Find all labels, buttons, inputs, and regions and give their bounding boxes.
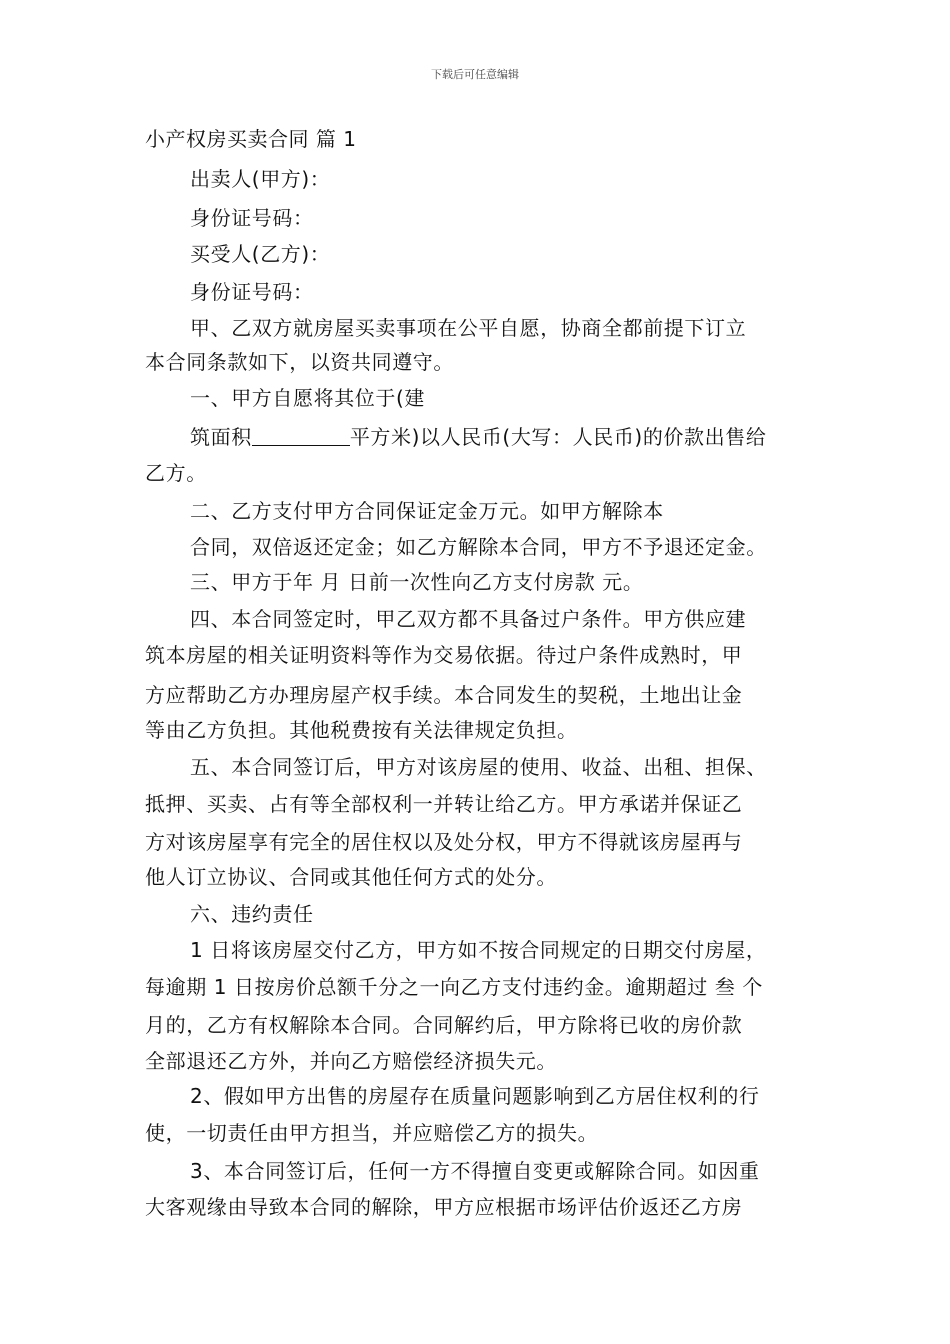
paragraph-line: 抵押、买卖、占有等全部权利一并转让给乙方。甲方承诺并保证乙 <box>145 792 743 816</box>
seller-label: 出卖人(甲方)： <box>190 167 331 191</box>
clause-2-line: 二、乙方支付甲方合同保证定金万元。如甲方解除本 <box>190 499 664 523</box>
area-label: 筑面积 <box>190 425 252 449</box>
buyer-id-label: 身份证号码： <box>190 280 314 304</box>
clause-1-line <box>190 421 766 450</box>
seller-id-label: 身份证号码： <box>190 206 314 230</box>
paragraph-line: 筑本房屋的相关证明资料等作为交易依据。待过户条件成熟时，甲 <box>145 643 743 667</box>
paragraph-line: 乙方。 <box>145 461 207 485</box>
clause-6-line: 1 日将该房屋交付乙方，甲方如不按合同规定的日期交付房屋， <box>190 938 767 962</box>
clause-1-line: 一、甲方自愿将其位于(建 <box>190 386 426 410</box>
area-blank <box>252 427 350 446</box>
clause-6-3-line: 3、本合同签订后，任何一方不得擅自变更或解除合同。如因重 <box>190 1159 760 1183</box>
clause-6-2-line: 2、假如甲方出售的房屋存在质量问题影响到乙方居住权利的行 <box>190 1084 760 1108</box>
paragraph-line: 本合同条款如下，以资共同遵守。 <box>145 350 454 374</box>
paragraph-line: 全部退还乙方外，并向乙方赔偿经济损失元。 <box>145 1049 557 1073</box>
paragraph-line: 每逾期 1 日按房价总额千分之一向乙方支付违约金。逾期超过 叁 个 <box>145 975 763 999</box>
clause-2-line: 合同，双倍返还定金；如乙方解除本合同，甲方不予退还定金。 <box>190 535 767 559</box>
document-title: 小产权房买卖合同 篇 1 <box>145 127 357 151</box>
clause-5-line: 五、本合同签订后，甲方对该房屋的使用、收益、出租、担保、 <box>190 755 767 779</box>
clause-4-line: 四、本合同签定时，甲乙双方都不具备过户条件。甲方供应建 <box>190 607 747 631</box>
clause-3-line: 三、甲方于年 月 日前一次性向乙方支付房款 元。 <box>190 570 644 594</box>
paragraph-line: 月的，乙方有权解除本合同。合同解约后，甲方除将已收的房价款 <box>145 1013 743 1037</box>
paragraph-line: 方对该房屋享有完全的居住权以及处分权，甲方不得就该房屋再与 <box>145 830 743 854</box>
paragraph-line: 等由乙方负担。其他税费按有关法律规定负担。 <box>145 718 578 742</box>
paragraph-line: 方应帮助乙方办理房屋产权手续。本合同发生的契税，土地出让金 <box>145 683 743 707</box>
paragraph-line: 他人订立协议、合同或其他任何方式的处分。 <box>145 865 557 889</box>
section-heading: 六、违约责任 <box>190 902 314 926</box>
buyer-label: 买受人(乙方)： <box>190 242 331 266</box>
paragraph-line: 大客观缘由导致本合同的解除，甲方应根据市场评估价返还乙方房 <box>145 1195 743 1219</box>
page-header: 下载后可任意编辑 <box>431 68 519 81</box>
paragraph-line: 甲、乙双方就房屋买卖事项在公平自愿，协商全都前提下订立 <box>190 316 747 340</box>
price-text: 平方米)以人民币(大写：人民币)的价款出售给 <box>349 425 767 449</box>
paragraph-line: 使，一切责任由甲方担当，并应赔偿乙方的损失。 <box>145 1121 599 1145</box>
